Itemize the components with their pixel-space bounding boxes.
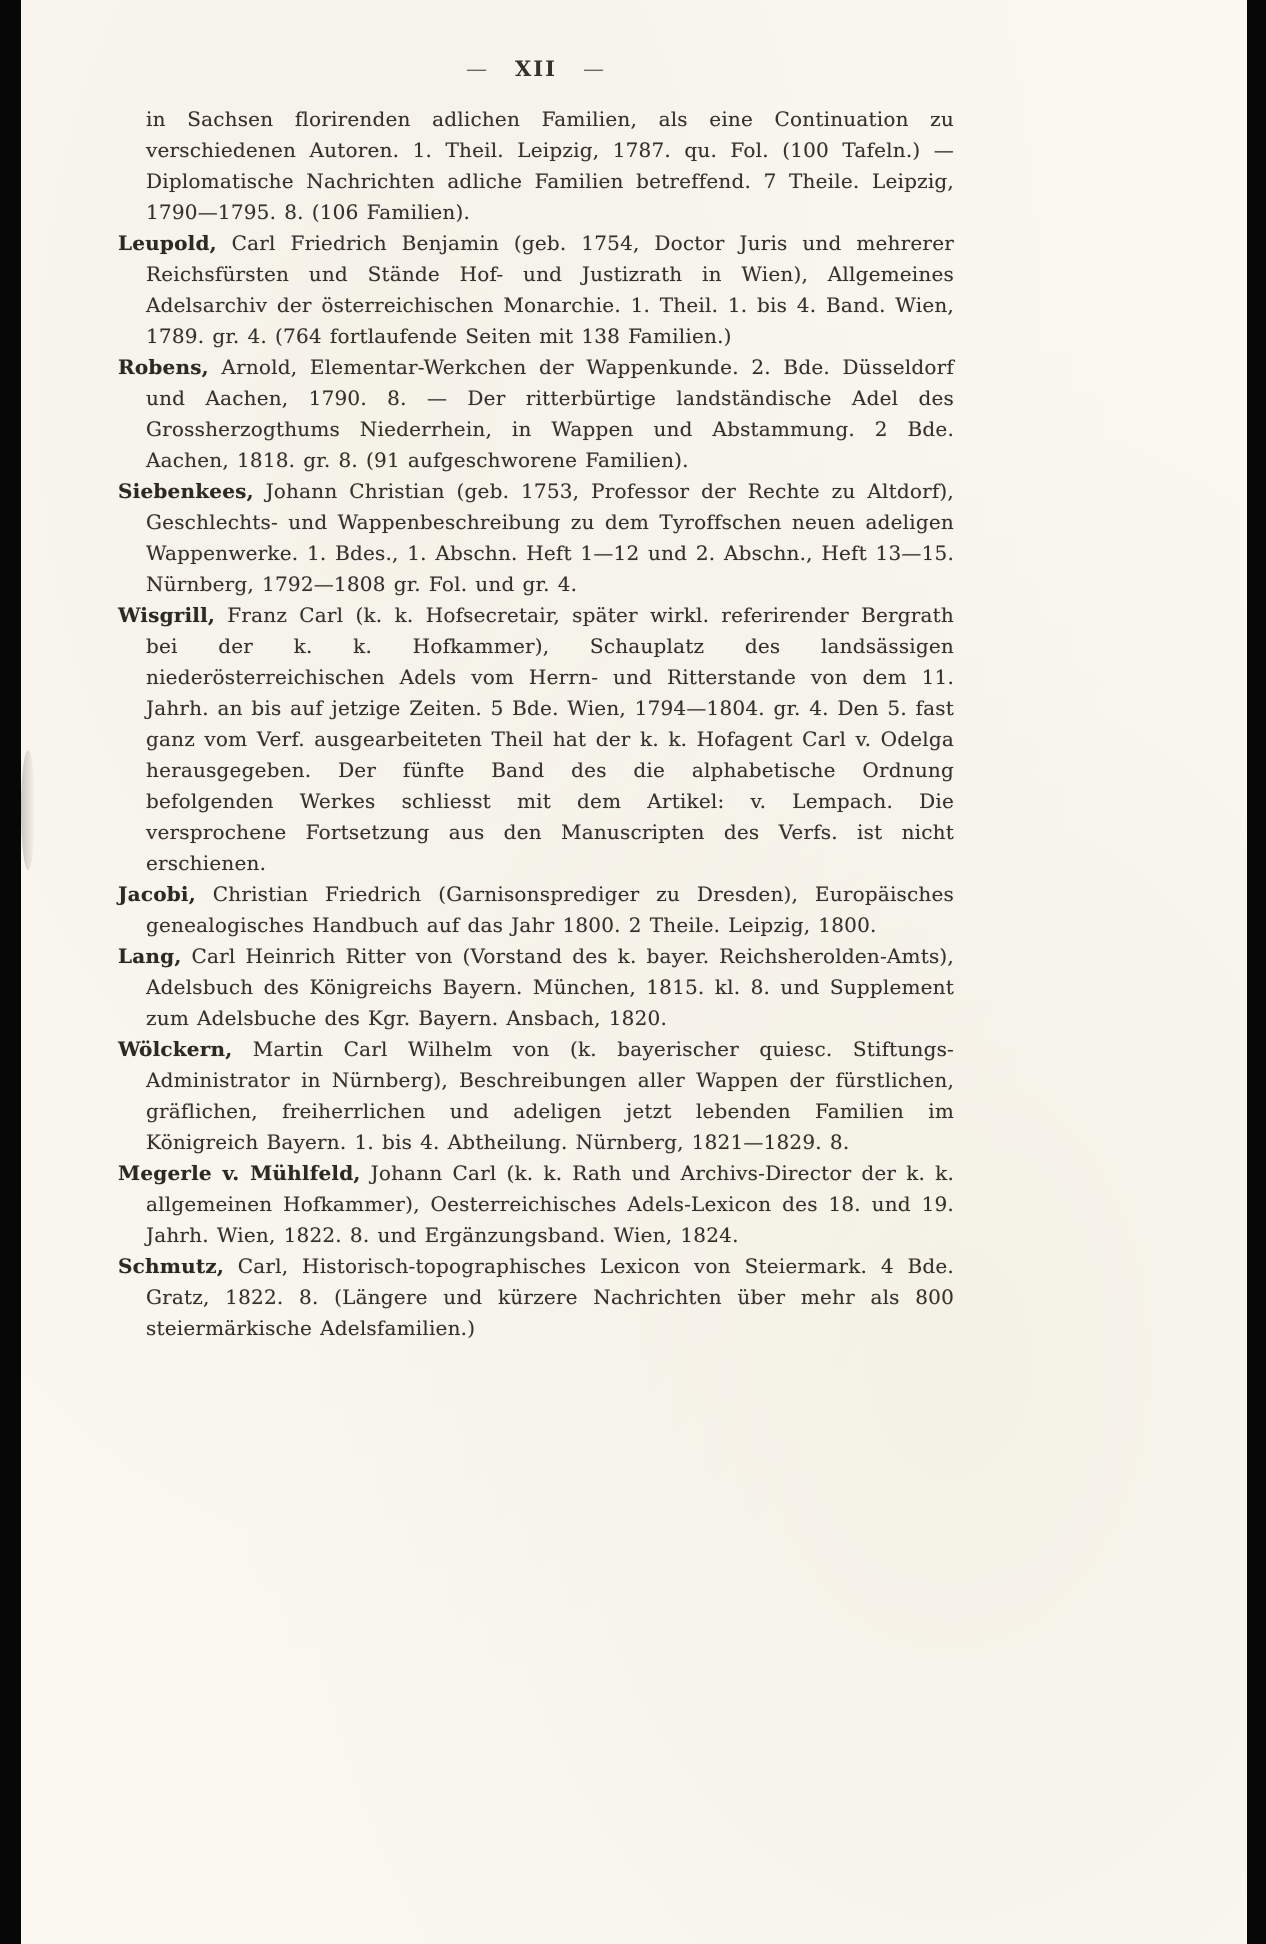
bibliography-entry (118, 600, 954, 879)
entry-author: Wölckern, (118, 1037, 233, 1061)
entry-text: Carl Heinrich Ritter von (Vorstand des k. bayer. Reichsherolden-Amts), Adelsbuch des Königreichs Bayern. München, 1815. kl. 8. und Supplement zum Adelsbuche des Kgr. Bayern. Ansbach, 1820. (146, 944, 954, 1030)
entry-text: Carl, Historisch-topographisches Lexicon von Steiermark. 4 Bde. Gratz, 1822. 8. (Längere und kürzere Nachrichten über mehr als 800 steiermärkische Adelsfamilien.) (146, 1254, 954, 1340)
entry-author: Schmutz, (118, 1254, 225, 1278)
bibliography-entry (118, 879, 954, 941)
bibliography-entry (118, 104, 954, 228)
entry-text: Christian Friedrich (Garnisonsprediger zu Dresden), Europäisches genealogisches Handbuch auf das Jahr 1800. 2 Theile. Leipzig, 1800. (146, 882, 954, 937)
bibliography-entry (118, 1158, 954, 1251)
entry-text: Johann Christian (geb. 1753, Professor der Rechte zu Altdorf), Geschlechts- und Wappenbeschreibung zu dem Tyroffschen neuen adeligen Wappenwerke. 1. Bdes., 1. Abschn. Heft 1—12 und 2. Abschn., Heft 13—15. Nürnberg, 1792—1808 gr. Fol. und gr. 4. (146, 479, 954, 596)
entry-text: Johann Carl (k. k. Rath und Archivs-Director der k. k. allgemeinen Hofkammer), Oesterreichisches Adels-Lexicon des 18. und 19. Jahrh. Wien, 1822. 8. und Ergänzungsband. Wien, 1824. (146, 1161, 955, 1247)
page-number: XII (515, 56, 557, 81)
entry-text: Arnold, Elementar-Werkchen der Wappenkunde. 2. Bde. Düsseldorf und Aachen, 1790. 8. — Der ritterbürtige landständische Adel des Grossherzogthums Niederrhein, in Wappen und Abstammung. 2 Bde. Aachen, 1818. gr. 8. (91 aufgeschworene Familien). (146, 355, 954, 472)
entry-text: in Sachsen florirenden adlichen Familien, als eine Continuation zu verschiedenen Autoren. 1. Theil. Leipzig, 1787. qu. Fol. (100 Tafeln.) — Diplomatische Nachrichten adliche Familien betreffend. 7 Theile. Leipzig, 1790—1795. 8. (106 Familien). (146, 107, 954, 224)
running-head (118, 56, 954, 81)
bibliography-entry (118, 228, 954, 352)
entry-text: Franz Carl (k. k. Hofsecretair, später wirkl. referirender Bergrath bei der k. k. Hofkammer), Schauplatz des landsässigen niederösterreichischen Adels vom Herrn- und Ritterstande von dem 11. Jahrh. an bis auf jetzige Zeiten. 5 Bde. Wien, 1794—1804. gr. 4. Den 5. fast ganz vom Verf. ausgearbeiteten Theil hat der k. k. Hofagent Carl v. Odelga herausgegeben. Der fünfte Band des die alphabetische Ordnung befolgenden Werkes schliesst mit dem Artikel: v. Lempach. Die versprochene Fortsetzung aus den Manuscripten des Verfs. ist nicht erschienen. (146, 603, 954, 875)
scan-smudge (21, 750, 35, 870)
scan-border-left (0, 0, 21, 1944)
bibliography-entry (118, 941, 954, 1034)
bibliography-entry (118, 352, 954, 476)
entry-author: Lang, (118, 944, 182, 968)
scan-border-right (1247, 0, 1266, 1944)
bibliography-entry (118, 476, 954, 600)
bibliography-entry (118, 1251, 954, 1344)
header-dash-right: — (582, 57, 606, 81)
entry-text: Carl Friedrich Benjamin (geb. 1754, Doctor Juris und mehrerer Reichsfürsten und Stände Hof- und Justizrath in Wien), Allgemeines Adelsarchiv der österreichischen Monarchie. 1. Theil. 1. bis 4. Band. Wien, 1789. gr. 4. (764 fortlaufende Seiten mit 138 Familien.) (146, 231, 954, 348)
entry-author: Leupold, (118, 231, 217, 255)
header-dash-left: — (466, 57, 490, 81)
entry-author: Megerle v. Mühlfeld, (118, 1161, 361, 1185)
entry-text: Martin Carl Wilhelm von (k. bayerischer quiesc. Stiftungs-Administrator in Nürnberg), Beschreibungen aller Wappen der fürstlichen, gräflichen, freiherrlichen und adeligen jetzt lebenden Familien im Königreich Bayern. 1. bis 4. Abtheilung. Nürnberg, 1821—1829. 8. (146, 1037, 954, 1154)
entry-author: Robens, (118, 355, 209, 379)
bibliography-text-block (118, 104, 954, 1344)
entry-author: Jacobi, (118, 882, 196, 906)
bibliography-entry (118, 1034, 954, 1158)
entry-author: Siebenkees, (118, 479, 254, 503)
entry-author: Wisgrill, (118, 603, 216, 627)
